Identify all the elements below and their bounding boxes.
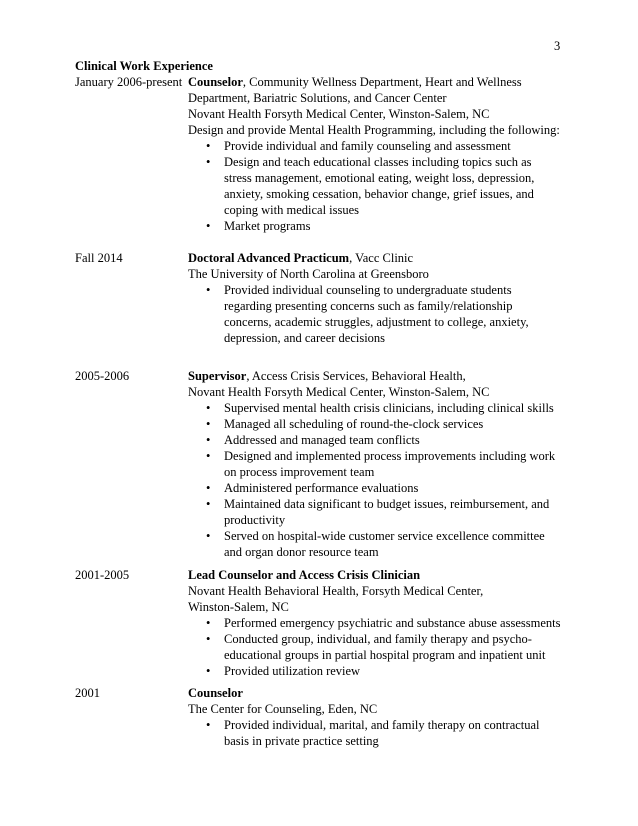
entry-title: Counselor xyxy=(188,75,243,89)
page-number: 3 xyxy=(554,39,561,53)
bullet-item: • Supervised mental health crisis clinicians, including clinical skills xyxy=(206,401,554,415)
experience-entry xyxy=(75,250,575,346)
entry-date: 2001-2005 xyxy=(75,568,130,582)
entry-line: Novant Health Forsyth Medical Center, Winston-Salem, NC xyxy=(188,385,490,399)
bullet-list xyxy=(188,717,575,749)
bullet-item: • Served on hospital-wide customer service excellence committee and organ donor resource team xyxy=(206,529,545,559)
entry-line: Design and provide Mental Health Programming, including the following: xyxy=(188,123,560,137)
bullet-item: • Provided utilization review xyxy=(206,664,361,678)
bullet-item: • Performed emergency psychiatric and substance abuse assessments xyxy=(206,616,561,630)
entry-line: Novant Health Behavioral Health, Forsyth Medical Center, xyxy=(188,584,484,598)
experience-entry xyxy=(75,74,575,234)
entry-title: Supervisor xyxy=(188,369,247,383)
bullet-item: • Market programs xyxy=(206,219,311,233)
entry-line: The University of North Carolina at Greensboro xyxy=(188,267,429,281)
entry-title: Counselor xyxy=(188,686,243,700)
experience-entry xyxy=(75,685,575,749)
bullet-item: • Design and teach educational classes including topics such as stress management, emotional eating, weight loss, depression, anxiety, smoking cessation, behavior change, grief issues, and coping with medical issues xyxy=(206,155,535,217)
bullet-item: • Addressed and managed team conflicts xyxy=(206,433,420,447)
bullet-item: • Managed all scheduling of round-the-clock services xyxy=(206,417,484,431)
bullet-item: • Provide individual and family counseling and assessment xyxy=(206,139,511,153)
bullet-list xyxy=(188,400,575,560)
entry-date: January 2006-present xyxy=(75,75,183,89)
bullet-item: • Conducted group, individual, and family therapy and psycho- educational groups in partial hospital program and inpatient unit xyxy=(206,632,546,662)
entry-title-detail: , Access Crisis Services, Behavioral Health, xyxy=(246,369,466,383)
entry-line: The Center for Counseling, Eden, NC xyxy=(188,702,378,716)
section-title: Clinical Work Experience xyxy=(75,59,213,73)
entry-title-detail: , Vacc Clinic xyxy=(349,251,414,265)
bullet-list xyxy=(188,282,575,346)
entry-date: 2005-2006 xyxy=(75,369,130,383)
experience-entry xyxy=(75,567,575,679)
bullet-item: • Maintained data significant to budget issues, reimbursement, and productivity xyxy=(206,497,550,527)
entry-title-detail: , Community Wellness Department, Heart and Wellness xyxy=(242,75,522,89)
bullet-item: • Provided individual counseling to undergraduate students regarding presenting concerns such as family/relationship concerns, academic struggles, adjustment to college, anxiety, depression, and career decisions xyxy=(206,283,529,345)
entry-date: Fall 2014 xyxy=(75,251,123,265)
entry-title: Lead Counselor and Access Crisis Clinician xyxy=(188,568,421,582)
entry-date: 2001 xyxy=(75,686,100,700)
entry-line: Winston-Salem, NC xyxy=(188,600,289,614)
bullet-list xyxy=(188,138,575,234)
experience-entry xyxy=(75,368,575,560)
bullet-item: • Provided individual, marital, and family therapy on contractual basis in private practice setting xyxy=(206,718,540,748)
bullet-item: • Administered performance evaluations xyxy=(206,481,419,495)
bullet-list xyxy=(188,615,575,679)
entry-line: Department, Bariatric Solutions, and Cancer Center xyxy=(188,91,447,105)
entry-title: Doctoral Advanced Practicum xyxy=(188,251,350,265)
entry-line: Novant Health Forsyth Medical Center, Winston-Salem, NC xyxy=(188,107,490,121)
bullet-item: • Designed and implemented process improvements including work on process improvement team xyxy=(206,449,556,479)
